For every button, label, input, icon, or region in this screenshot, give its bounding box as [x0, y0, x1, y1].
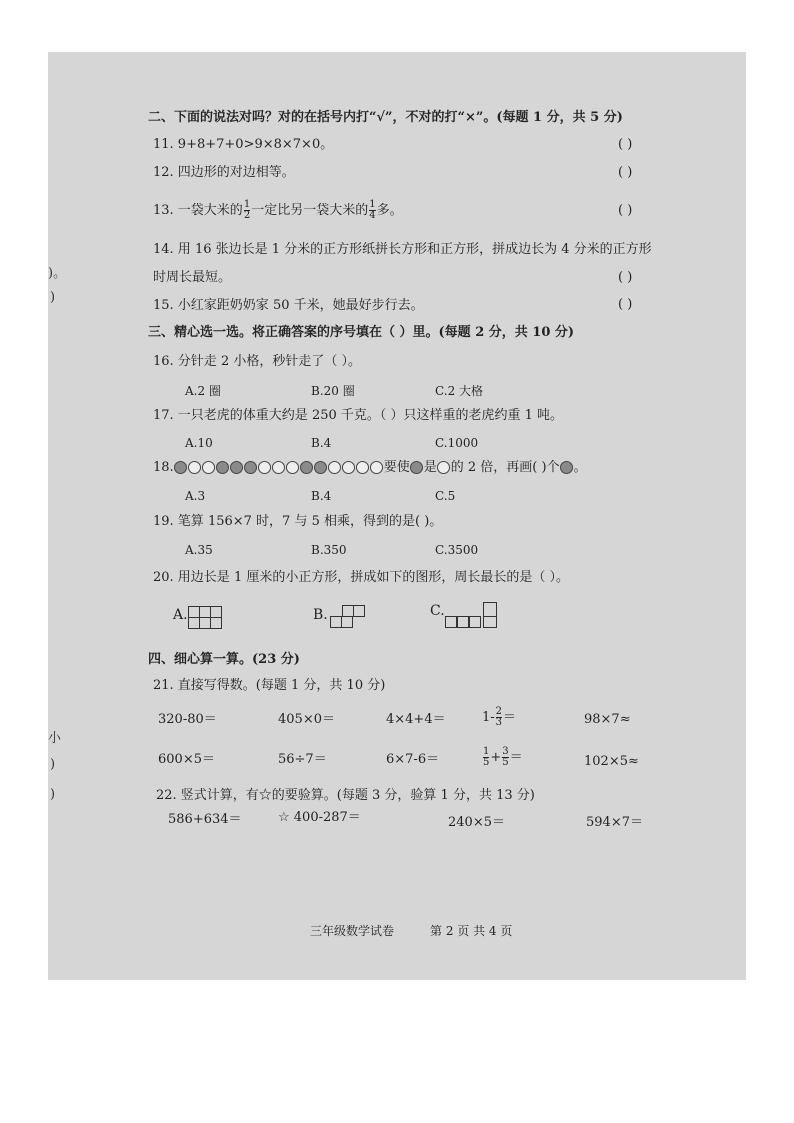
q17-option-a[interactable]: A.10	[185, 436, 213, 450]
white-bead-icon	[202, 461, 215, 474]
section4-title: 四、细心算一算。(23 分)	[148, 652, 300, 667]
white-bead-icon	[437, 461, 450, 474]
gray-bead-icon	[314, 461, 327, 474]
q11-answer-box[interactable]: ( )	[618, 137, 633, 152]
white-bead-icon	[328, 461, 341, 474]
q21-text: 21. 直接写得数。(每题 1 分，共 10 分)	[153, 678, 386, 693]
calc-item: 4×4+4＝	[386, 712, 446, 727]
gray-bead-icon	[174, 461, 187, 474]
vertical-calc-item: 586+634＝	[168, 812, 242, 827]
calc-item: 56÷7＝	[278, 752, 327, 767]
section3-title: 三、精心选一选。将正确答案的序号填在（ ）里。(每题 2 分，共 10 分)	[148, 325, 575, 340]
gray-bead-icon	[560, 461, 573, 474]
calc-item: 600×5＝	[158, 752, 215, 767]
calc-item: 1- $\frac{2}{3}$ ＝	[482, 706, 517, 728]
q17-option-b[interactable]: B.4	[311, 436, 332, 450]
white-bead-icon	[356, 461, 369, 474]
section2-title: 二、下面的说法对吗？对的在括号内打“√”，不对的打“×”。(每题 1 分，共 5 分)	[148, 110, 623, 125]
calc-item: $\frac{1}{5}$ + $\frac{3}{5}$ ＝	[483, 746, 523, 768]
fraction: $\frac{1}{4}$	[369, 199, 376, 221]
gray-bead-icon	[216, 461, 229, 474]
footer-title: 三年级数学试卷	[310, 924, 395, 938]
edge-fragment: 小	[48, 731, 62, 746]
q18-option-b[interactable]: B.4	[311, 489, 332, 503]
calc-item: 98×7≈	[584, 712, 631, 727]
white-bead-icon	[370, 461, 383, 474]
white-bead-icon	[342, 461, 355, 474]
calc-item: 102×5≈	[584, 754, 639, 769]
calc-item: 405×0＝	[278, 712, 335, 727]
q15-text: 15. 小红家距奶奶家 50 千米，她最好步行去。	[153, 298, 424, 313]
edge-fragment: )。	[48, 266, 67, 281]
q20-text: 20. 用边长是 1 厘米的小正方形，拼成如下的图形，周长最长的是（ ）。	[153, 570, 569, 585]
q19-option-b[interactable]: B.350	[311, 543, 347, 557]
q16-option-a[interactable]: A.2 圈	[185, 384, 221, 398]
vertical-calc-item: ☆ 400-287＝	[278, 810, 361, 825]
fraction: $\frac{1}{2}$	[243, 199, 251, 221]
bead-row	[174, 460, 384, 475]
exam-sheet	[48, 52, 746, 980]
q15-answer-box[interactable]: ( )	[618, 297, 633, 312]
q20-label-a[interactable]: A.	[173, 607, 188, 623]
white-bead-icon	[188, 461, 201, 474]
q22-text: 22. 竖式计算，有☆的要验算。(每题 3 分，验算 1 分，共 13 分)	[156, 788, 535, 803]
edge-fragment: )	[50, 290, 56, 305]
edge-fragment: )	[50, 787, 56, 802]
edge-fragment: )	[50, 757, 56, 772]
q16-text: 16. 分针走 2 小格，秒针走了（ ）。	[153, 354, 361, 369]
vertical-calc-item: 240×5＝	[448, 815, 505, 830]
fraction: $\frac{1}{5}$	[483, 746, 490, 768]
q13-answer-box[interactable]: ( )	[618, 203, 633, 218]
q20-label-c[interactable]: C.	[430, 603, 445, 619]
q19-text: 19. 笔算 156×7 时，7 与 5 相乘，得到的是( )。	[153, 514, 443, 529]
q19-option-c[interactable]: C.3500	[435, 543, 479, 557]
q18-option-a[interactable]: A.3	[185, 489, 206, 503]
q16-option-b[interactable]: B.20 圈	[311, 384, 355, 398]
fraction: $\frac{2}{3}$	[495, 706, 503, 728]
vertical-calc-item: 594×7＝	[586, 815, 643, 830]
white-bead-icon	[272, 461, 285, 474]
fraction: $\frac{3}{5}$	[502, 746, 509, 768]
q18-line: 18. 要使 是 的 2 倍，再画( )个 。	[153, 460, 587, 475]
gray-bead-icon	[230, 461, 243, 474]
q18-option-c[interactable]: C.5	[435, 489, 456, 503]
q14-line1: 14. 用 16 张边长是 1 分米的正方形纸拼长方形和正方形，拼成边长为 4 分米的正方形	[153, 242, 652, 257]
q17-option-c[interactable]: C.1000	[435, 436, 479, 450]
q12-text: 12. 四边形的对边相等。	[153, 165, 295, 180]
q13-text: 13. 一袋大米的 $\frac{1}{2}$ 一定比另一袋大米的 $\frac{1}{4}$ 多。	[153, 199, 403, 221]
white-bead-icon	[258, 461, 271, 474]
calc-item: 320-80＝	[158, 712, 217, 727]
q12-answer-box[interactable]: ( )	[618, 165, 633, 180]
q14-line2: 时周长最短。	[153, 270, 232, 285]
page-number: 第 2 页 共 4 页	[430, 924, 513, 938]
gray-bead-icon	[300, 461, 313, 474]
q14-answer-box[interactable]: ( )	[618, 270, 633, 285]
q20-label-b[interactable]: B.	[313, 607, 328, 623]
q19-option-a[interactable]: A.35	[185, 543, 213, 557]
q17-text: 17. 一只老虎的体重大约是 250 千克。（ ）只这样重的老虎约重 1 吨。	[153, 408, 564, 423]
q11-text: 11. 9+8+7+0>9×8×7×0。	[153, 137, 334, 152]
calc-item: 6×7-6＝	[386, 752, 440, 767]
gray-bead-icon	[244, 461, 257, 474]
white-bead-icon	[286, 461, 299, 474]
q16-option-c[interactable]: C.2 大格	[435, 384, 484, 398]
gray-bead-icon	[410, 461, 423, 474]
